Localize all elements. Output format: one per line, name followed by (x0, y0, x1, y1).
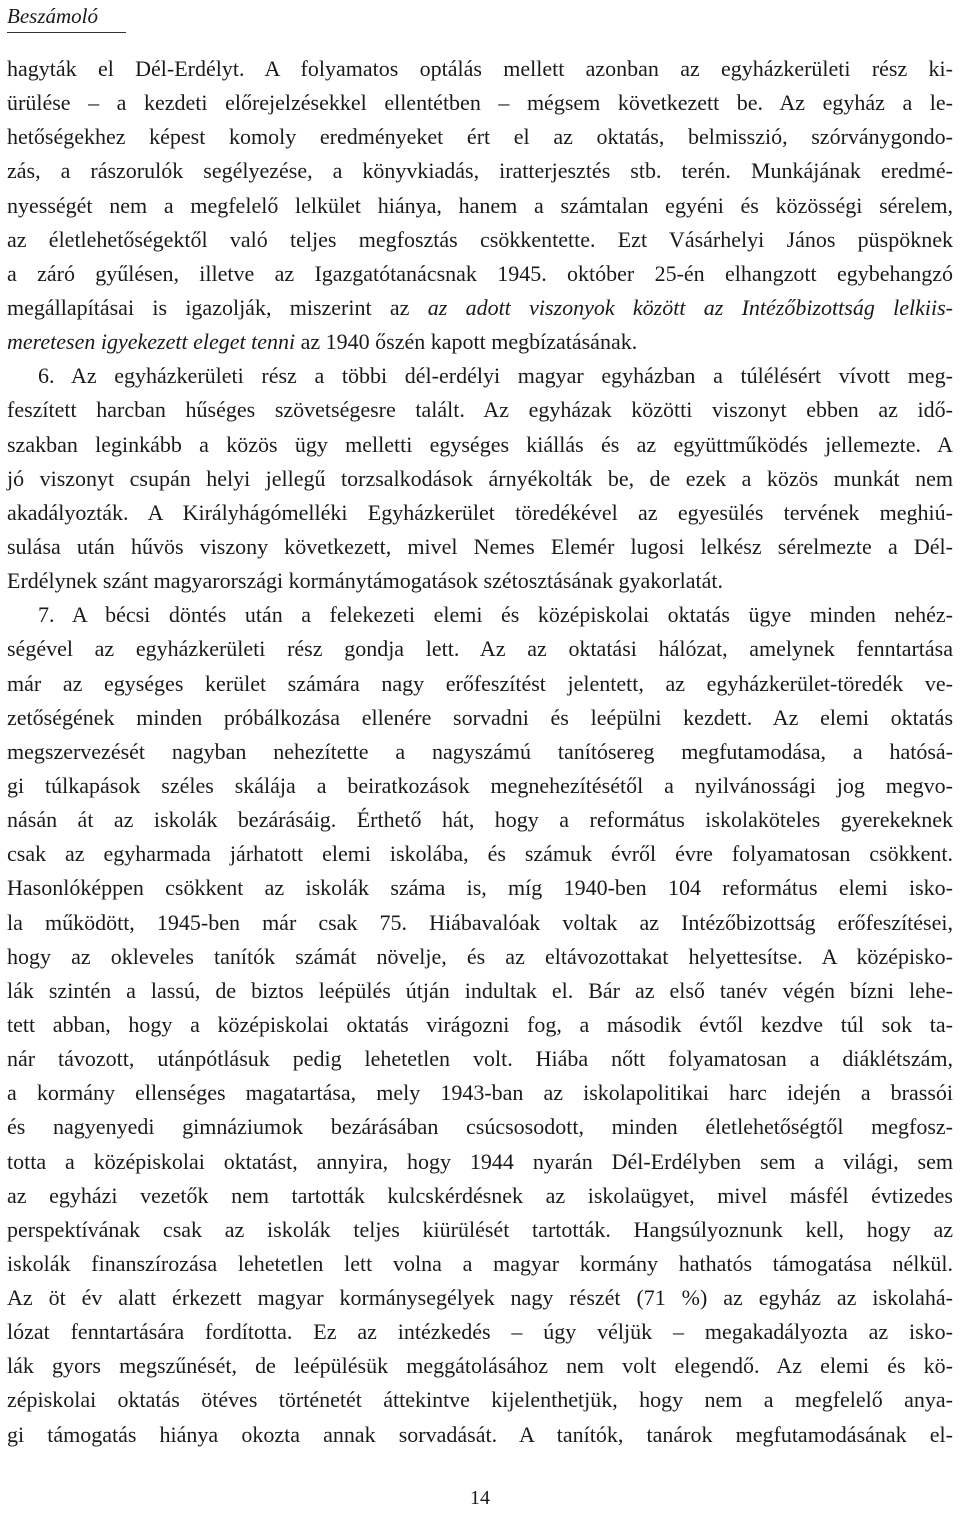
text-line: sulása után hűvös viszony következett, mivel Nemes Elemér lugosi lelkész sérelmezte a Dél- (7, 533, 953, 559)
text-line: perspektívának csak az iskolák teljes kiürülését tartották. Hangsúlyoznunk kell, hogy az (7, 1216, 953, 1242)
text-line: gi túlkapások széles skálája a beiratkozások megnehezítésétől a nyilvánossági jog megvo- (7, 772, 953, 798)
text-line: szakban leginkább a közös ügy melletti egységes kiállás és az együttműködés jellemezte. A (7, 431, 953, 457)
text-line: Hasonlóképpen csökkent az iskolák száma is, míg 1940-ben 104 református elemi isko- (7, 875, 953, 901)
text-line: zetőségének minden próbálkozása ellenére sorvadni és leépülni kezdett. Az elemi oktatás (7, 704, 953, 730)
text-line: nyességét nem a megfelelő lelkület hiánya, hanem a számtalan egyéni és közösségi sérelem, (7, 192, 953, 218)
text-line: gi támogatás hiánya okozta annak sorvadását. A tanítók, tanárok megfutamodásának el- (7, 1421, 953, 1447)
text-line: iskolák finanszírozása lehetetlen lett volna a magyar kormány hathatós támogatása nélkül. (7, 1250, 953, 1276)
text-line: megszervezését nagyban nehezítette a nagyszámú tanítósereg megfutamodása, a hatósá- (7, 738, 953, 764)
text-line: akadályozták. A Királyhágómelléki Egyházkerület töredékével az egyesülés tervének meghiú- (7, 499, 953, 525)
text-line: feszített harcban hűséges szövetségesre talált. Az egyházak közötti viszonyt ebben az idő- (7, 397, 953, 423)
text-line: zépiskolai oktatás ötéves történetét áttekintve kijelenthetjük, hogy nem a megfelelő anya- (7, 1387, 953, 1413)
text-line: 6. Az egyházkerületi rész a többi dél-erdélyi magyar egyházban a túlélésért vívott meg- (38, 363, 953, 389)
running-head: Beszámoló (7, 4, 126, 33)
text-line: a kormány ellenséges magatartása, mely 1943-ban az iskolapolitikai harc idején a brassói (7, 1080, 953, 1106)
text-run: az 1940 őszén kapott megbízatásának. (295, 329, 638, 355)
text-line: totta a középiskolai oktatást, annyira, hogy 1944 nyarán Dél-Erdélyben sem a világi, sem (7, 1148, 953, 1174)
italic-quote: az adott viszonyok között az Intézőbizottság lelkiis- (427, 294, 953, 320)
text-line: násán át az iskolák bezárásáig. Érthető hát, hogy a református iskolaköteles gyerekeknek (7, 807, 953, 833)
text-run: megállapításai is igazolják, miszerint az (7, 294, 428, 320)
text-line: már az egységes kerület számára nagy erőfeszítést jelentett, az egyházkerület-töredék ve- (7, 670, 953, 696)
text-line (7, 291, 953, 325)
text-line: hagyták el Dél-Erdélyt. A folyamatos optálás mellett azonban az egyházkerületi rész ki- (7, 56, 953, 81)
italic-quote: meretesen igyekezett eleget tenni (7, 329, 296, 355)
text-line: hetőségekhez képest komoly eredményeket ért el az oktatás, belmisszió, szórványgondo- (7, 124, 953, 150)
text-line: Az öt év alatt érkezett magyar kormánysegélyek nagy részét (71 %) az egyház az iskolahá- (7, 1285, 953, 1311)
text-line: zás, a rászorulók segélyezése, a könyvkiadás, iratterjesztés stb. terén. Munkájának eredmé- (7, 158, 953, 184)
text-line: lózat fenntartására fordította. Ez az intézkedés – úgy véljük – megakadályozta az isko- (7, 1319, 953, 1345)
text-line (7, 325, 953, 359)
text-line: jó viszonyt csupán helyi jellegű torzsalkodások árnyékolták be, de ezek a közös munkát nem (7, 465, 953, 491)
body-text (7, 52, 953, 1452)
text-line: az egyházi vezetők nem tartották kulcskérdésnek az iskolaügyet, mivel másfél évtizedes (7, 1182, 953, 1208)
page-number: 14 (470, 1487, 490, 1509)
text-line: Erdélynek szánt magyarországi kormánytámogatások szétosztásának gyakorlatát. (7, 568, 723, 594)
text-line: tett abban, hogy a középiskolai oktatás virágozni fog, a második évtől kezdve túl sok ta- (7, 1011, 953, 1037)
text-line: nár távozott, utánpótlásuk pedig lehetetlen volt. Hiába nőtt folyamatosan a diáklétszám, (7, 1046, 953, 1072)
text-line: csak az egyharmada járhatott elemi iskolába, és számuk évről évre folyamatosan csökkent. (7, 841, 953, 867)
text-line: az életlehetőségektől való teljes megfosztás csökkentette. Ezt Vásárhelyi János püspöknek (7, 226, 953, 252)
text-line: ürülése – a kezdeti előrejelzésekkel ellentétben – mégsem következett be. Az egyház a le- (7, 90, 953, 116)
text-line: lák szintén a lassú, de biztos leépülés útján indultak el. Bár az első tanév végén bízni lehe- (7, 977, 953, 1003)
text-line: a záró gyűlésen, illetve az Igazgatótanácsnak 1945. október 25-én elhangzott egybehangzó (7, 260, 953, 286)
text-line: 7. A bécsi döntés után a felekezeti elemi és középiskolai oktatás ügye minden nehéz- (38, 602, 953, 628)
text-line: hogy az okleveles tanítók számát növelje, és az eltávozottakat helyettesítse. A középisko- (7, 943, 953, 969)
text-line: ségével az egyházkerületi rész gondja lett. Az az oktatási hálózat, amelynek fenntartása (7, 636, 953, 662)
text-line: la működött, 1945-ben már csak 75. Hiábavalóak voltak az Intézőbizottság erőfeszítései, (7, 909, 953, 935)
text-line: lák gyors megszűnését, de leépülésük meggátolásához nem volt elegendő. Az elemi és kö- (7, 1353, 953, 1379)
text-line: és nagyenyedi gimnáziumok bezárásában csúcsosodott, minden életlehetőségtől megfosz- (7, 1114, 953, 1140)
